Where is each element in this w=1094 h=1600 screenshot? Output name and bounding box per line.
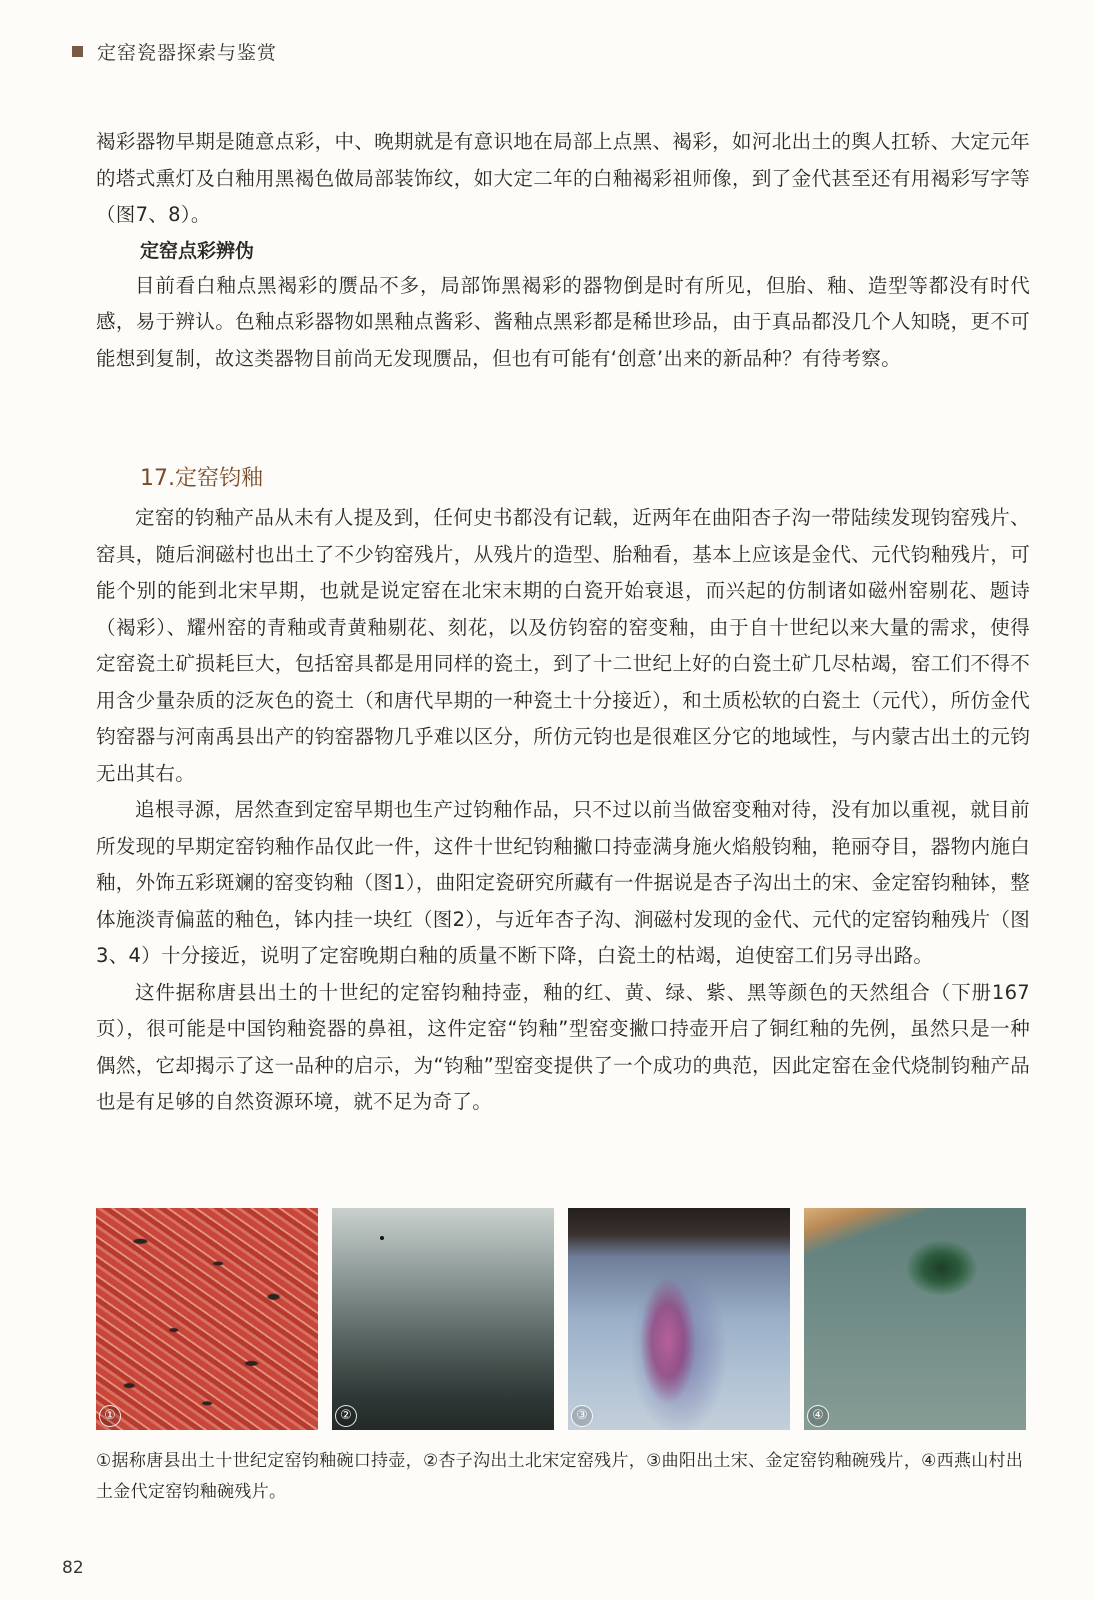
photo-caption: ①据称唐县出土十世纪定窑钧釉碗口持壶，②杏子沟出土北宋定窑残片，③曲阳出土宋、金定窑钧釉碗残片，④西燕山村出土金代定窑钧釉碗残片。 <box>96 1451 1024 1502</box>
paragraph-brown-decor: 褐彩器物早期是随意点彩，中、晚期就是有意识地在局部上点黑、褐彩，如河北出土的舆人扛轿、大定元年的塔式熏灯及白釉用黑褐色做局部装饰纹，如大定二年的白釉褐彩祖师像，到了金代甚至还有用褐彩写字等（图7、8）。 <box>96 130 1030 226</box>
photo-number: ① <box>99 1405 121 1427</box>
photo-number: ③ <box>571 1405 593 1427</box>
page-number: 82 <box>62 1558 84 1578</box>
photo-strip <box>96 1208 1030 1436</box>
paragraph-fake-identification: 目前看白釉点黑褐彩的赝品不多，局部饰黑褐彩的器物倒是时有所见，但胎、釉、造型等都没有时代感，易于辨认。色釉点彩器物如黑釉点酱彩、酱釉点黑彩都是稀世珍品，由于真品都没几个人知晓，更不可能想到复制，故这类器物目前尚无发现赝品，但也有可能有‘创意’出来的新品种？有待考察。 <box>96 273 1030 370</box>
photo-1-red-glaze-ewer <box>96 1208 318 1430</box>
paragraph-section-2: 追根寻源，居然查到定窑早期也生产过钧釉作品，只不过以前当做窑变釉对待，没有加以重视，就目前所发现的早期定窑钧釉作品仅此一件，这件十世纪钧釉撇口持壶满身施火焰般钧釉，艳丽夺目，器物内施白釉，外饰五彩斑斓的窑变钧釉（图1），曲阳定瓷研究所藏有一件据说是杏子沟出土的宋、金定窑钧釉钵，整体施淡青偏蓝的釉色，钵内挂一块红（图2），与近年杏子沟、涧磁村发现的金代、元代的定窑钧釉残片（图3、4）十分接近，说明了定窑晚期白釉的质量不断下降，白瓷土的枯竭，迫使窑工们另寻出路。 <box>96 798 1030 967</box>
subhead-dot-color-fake: 定窑点彩辨伪 <box>140 239 255 262</box>
glaze-speck <box>380 1236 384 1240</box>
header-title: 定窑瓷器探索与鉴赏 <box>97 42 278 64</box>
section-title: 17.定窑钧釉 <box>140 466 263 491</box>
body-text-section <box>96 462 1030 1121</box>
photo-number: ④ <box>807 1405 829 1427</box>
paragraph-section-3: 这件据称唐县出土的十世纪的定窑钧釉持壶，釉的红、黄、绿、紫、黑等颜色的天然组合（下册167页），很可能是中国钧釉瓷器的鼻祖，这件定窑“钧釉”型窑变撇口持壶开启了铜红釉的先例，虽然只是一种偶然，它却揭示了这一品种的启示，为“钧釉”型窑变提供了一个成功的典范，因此定窑在金代烧制钧釉产品也是有足够的自然资源环境，就不足为奇了。 <box>96 980 1030 1113</box>
paragraph-section-1: 定窑的钧釉产品从未有人提及到，任何史书都没有记载，近两年在曲阳杏子沟一带陆续发现钧窑残片、窑具，随后涧磁村也出土了不少钧窑残片，从残片的造型、胎釉看，基本上应该是金代、元代钧釉残片，可能个别的能到北宋早期，也就是说定窑在北宋末期的白瓷开始衰退，而兴起的仿制诸如磁州窑剔花、题诗（褐彩）、耀州窑的青釉或青黄釉剔花、刻花，以及仿钧窑的窑变釉，由于自十世纪以来大量的需求，使得定窑瓷土矿损耗巨大，包括窑具都是用同样的瓷土，到了十二世纪上好的白瓷土矿几尽枯竭，窑工们不得不用含少量杂质的泛灰色的瓷土（和唐代早期的一种瓷土十分接近），和土质松软的白瓷土（元代），所仿金代钧窑器与河南禹县出产的钧窑器物几乎难以区分，所仿元钧也是很难区分它的地域性，与内蒙古出土的元钧无出其右。 <box>96 506 1030 785</box>
photo-3-bowl-shard <box>568 1208 790 1430</box>
photo-4-bowl-shard <box>804 1208 1026 1430</box>
photo-number: ② <box>335 1405 357 1427</box>
body-text-top <box>96 124 1030 377</box>
running-header <box>72 38 277 65</box>
header-square-icon <box>72 46 83 57</box>
photo-2-shard <box>332 1208 554 1430</box>
